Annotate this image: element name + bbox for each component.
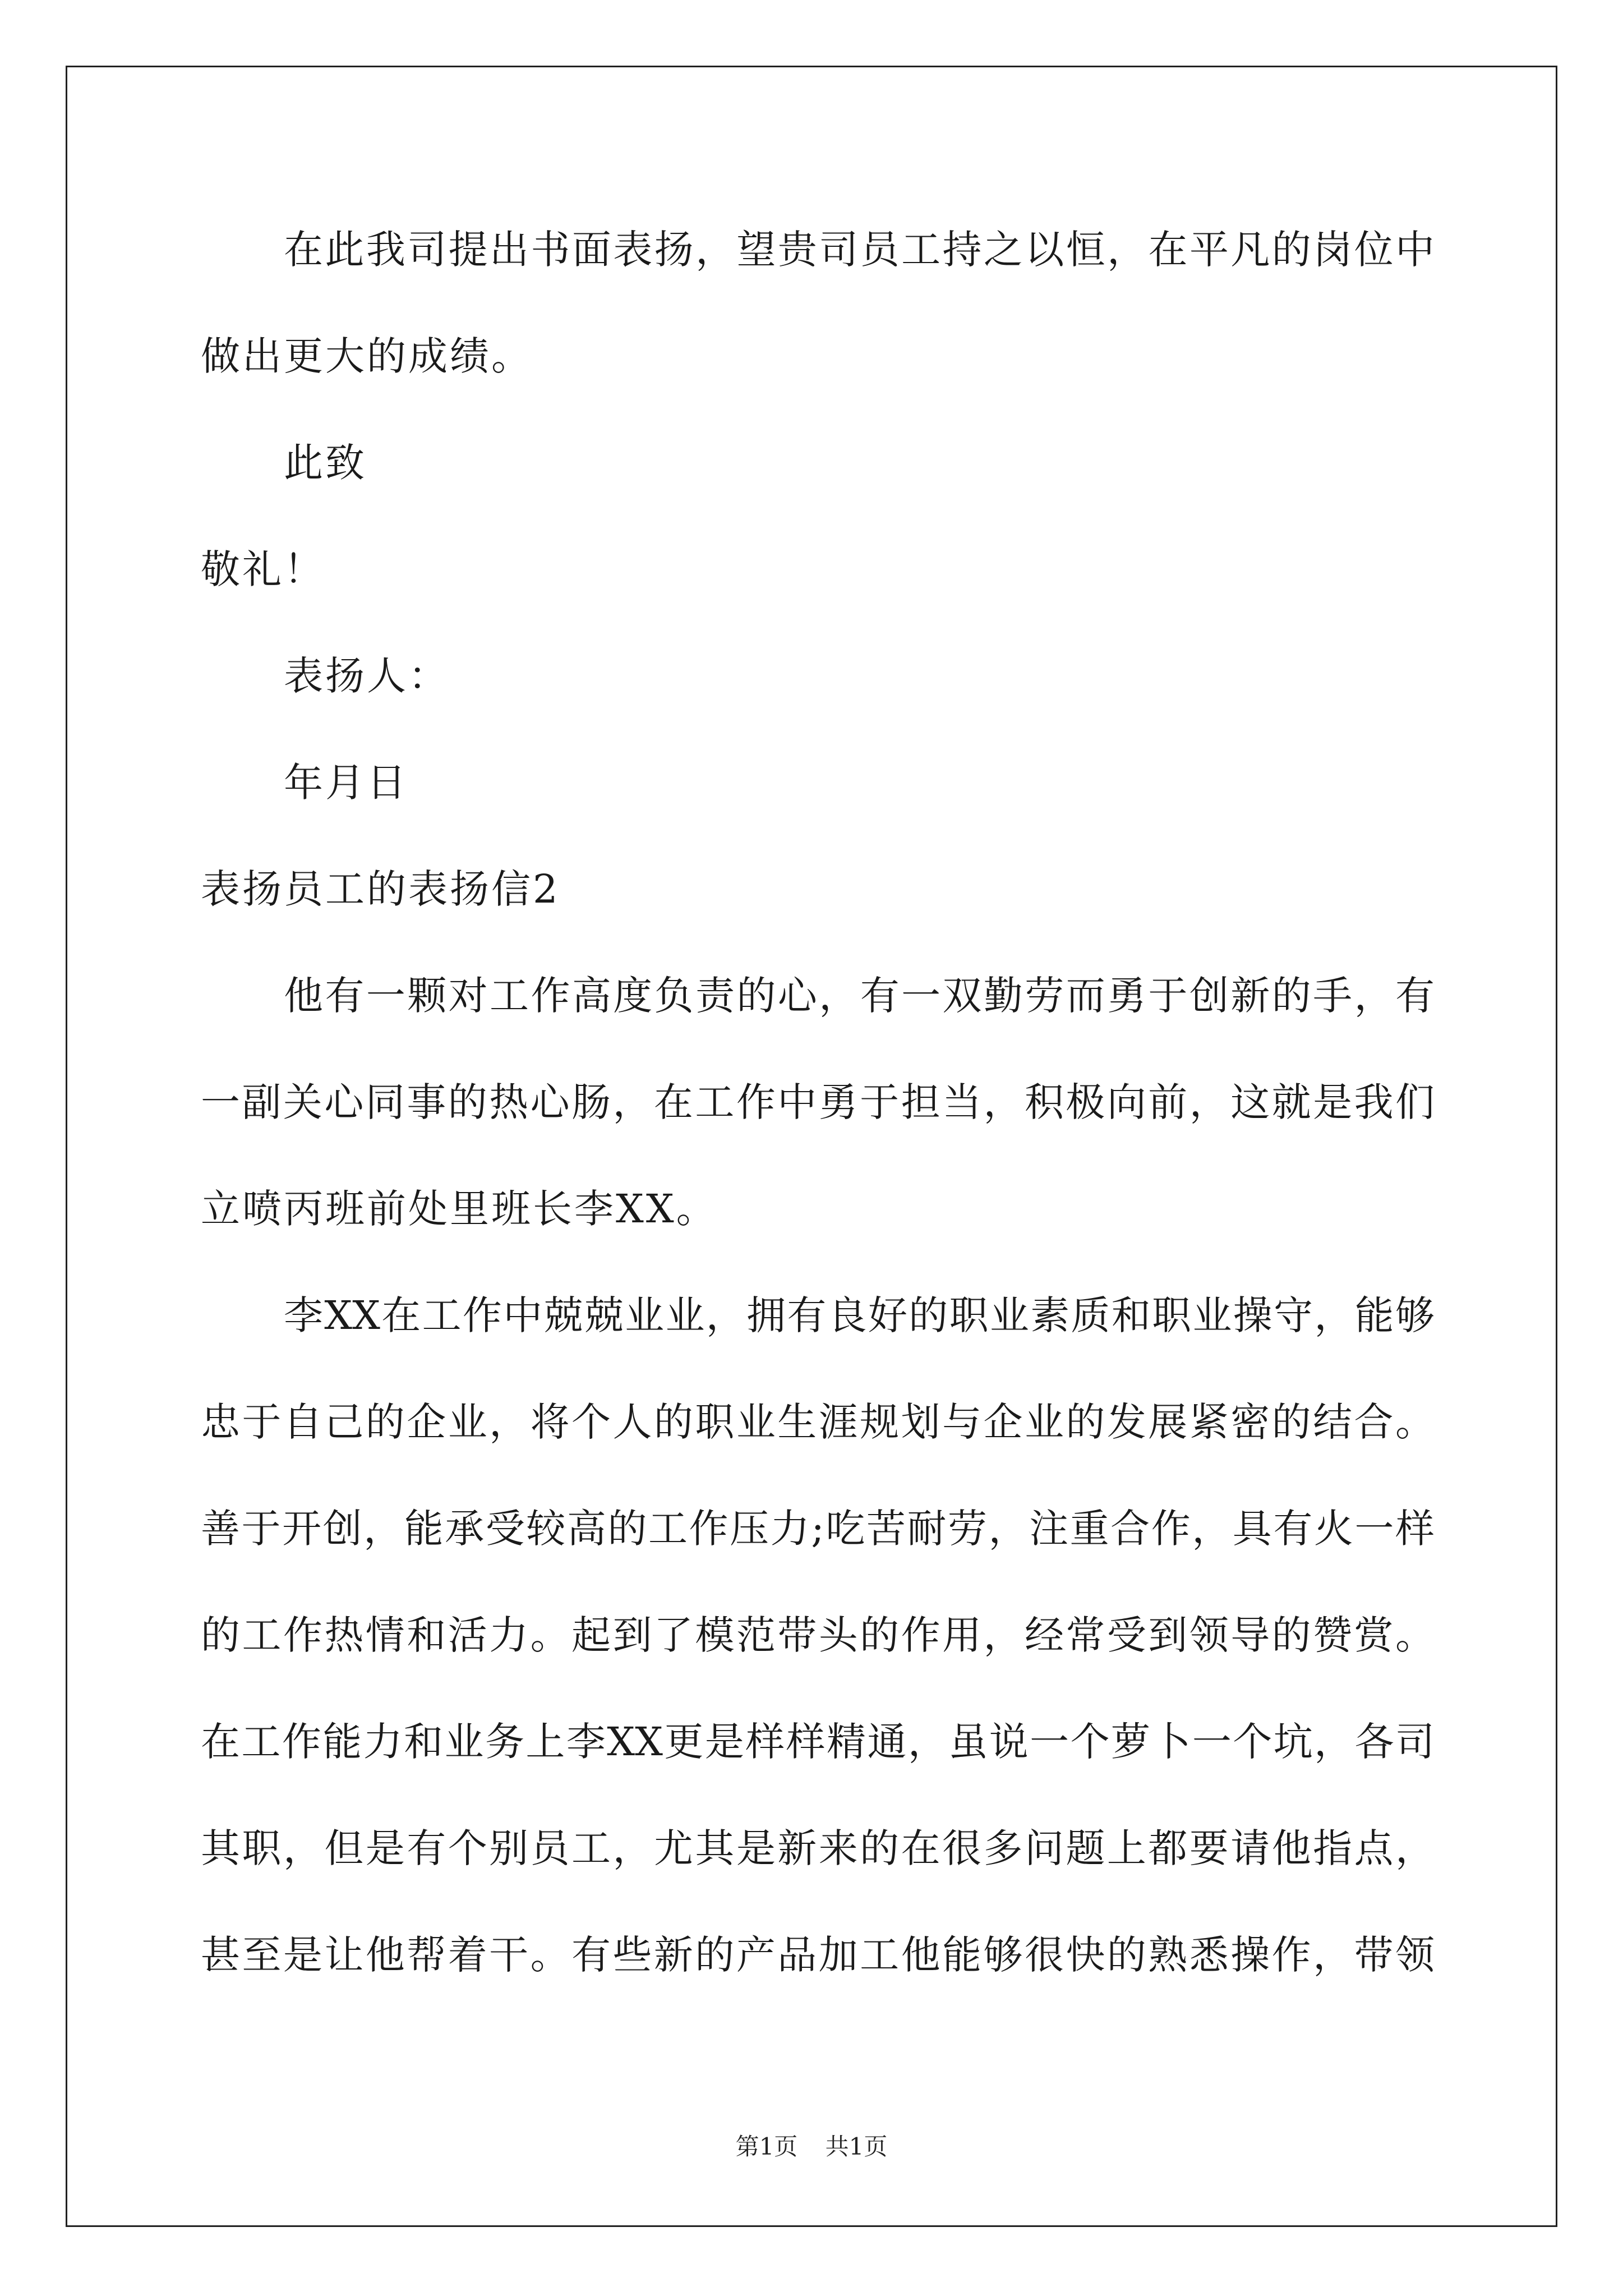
- salutation-line: 敬礼！: [201, 546, 325, 592]
- paragraph-line: 李XX在工作中兢兢业业，拥有良好的职业素质和职业操守，能够: [284, 1292, 1435, 1338]
- paragraph-line: 他有一颗对工作高度负责的心，有一双勤劳而勇于创新的手，有: [284, 973, 1435, 1019]
- page-footer: [0, 2135, 1623, 2159]
- paragraph-line: 做出更大的成绩。: [201, 333, 533, 379]
- paragraph-line: 善于开创，能承受较高的工作压力;吃苦耐劳，注重合作，具有火一样: [201, 1506, 1435, 1552]
- paragraph-line: 忠于自己的企业，将个人的职业生涯规划与企业的发展紧密的结合。: [201, 1399, 1435, 1445]
- page-border: [66, 66, 1557, 2227]
- date-line: 年月日: [284, 760, 408, 806]
- paragraph-line: 立喷丙班前处里班长李XX。: [201, 1186, 718, 1232]
- paragraph-line: 在工作能力和业务上李XX更是样样精通，虽说一个萝卜一个坑，各司: [201, 1719, 1435, 1765]
- page-number: 第1页: [735, 2133, 798, 2160]
- signature-line: 表扬人：: [284, 653, 450, 699]
- paragraph-line: 在此我司提出书面表扬，望贵司员工持之以恒，在平凡的岗位中: [284, 227, 1435, 273]
- paragraph-line: 一副关心同事的热心肠，在工作中勇于担当，积极向前，这就是我们: [201, 1079, 1435, 1125]
- paragraph-line: 其职，但是有个别员工，尤其是新来的在很多问题上都要请他指点，: [201, 1825, 1435, 1871]
- paragraph-line: 的工作热情和活力。起到了模范带头的作用，经常受到领导的赞赏。: [201, 1612, 1435, 1658]
- salutation-line: 此致: [284, 440, 367, 486]
- section-heading: 表扬员工的表扬信2: [201, 866, 560, 912]
- page-total: 共1页: [825, 2133, 888, 2160]
- paragraph-line: 甚至是让他帮着干。有些新的产品加工他能够很快的熟悉操作，带领: [201, 1932, 1435, 1978]
